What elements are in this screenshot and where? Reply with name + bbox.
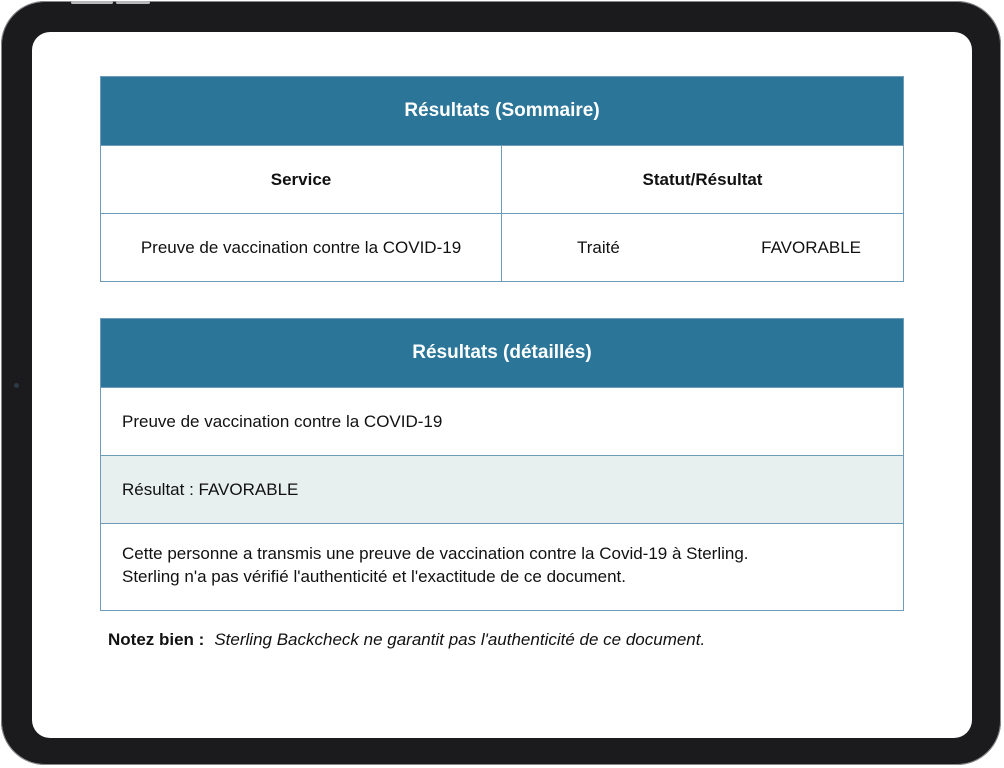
summary-results-table (100, 76, 904, 282)
power-button (116, 1, 150, 4)
note-text: Sterling Backcheck ne garantit pas l'authenticité de ce document. (214, 630, 706, 649)
result-value: FAVORABLE (761, 237, 861, 257)
tablet-screen (32, 32, 972, 738)
table-row (101, 213, 903, 281)
status-pair (502, 238, 903, 258)
details-description-row (101, 523, 903, 610)
description-line-2: Sterling n'a pas vérifié l'authenticité et l'exactitude de ce document. (122, 567, 626, 586)
service-cell: Preuve de vaccination contre la COVID-19 (101, 214, 502, 281)
disclaimer-note (108, 630, 705, 650)
front-camera (14, 383, 19, 388)
details-result-row: Résultat : FAVORABLE (101, 455, 903, 523)
tablet-frame (1, 1, 1001, 765)
summary-table-title: Résultats (Sommaire) (101, 77, 903, 145)
status-cell (502, 214, 903, 281)
details-table-title: Résultats (détaillés) (101, 319, 903, 387)
note-label: Notez bien : (108, 630, 205, 649)
status-value: Traité (577, 237, 620, 257)
details-service-row: Preuve de vaccination contre la COVID-19 (101, 387, 903, 455)
status-column-header: Statut/Résultat (642, 169, 763, 189)
service-column-header: Service (101, 146, 502, 213)
volume-button (71, 1, 113, 4)
description-line-1: Cette personne a transmis une preuve de vaccination contre la Covid-19 à Sterling. (122, 544, 749, 563)
detailed-results-table (100, 318, 904, 611)
summary-header-row (101, 145, 903, 213)
